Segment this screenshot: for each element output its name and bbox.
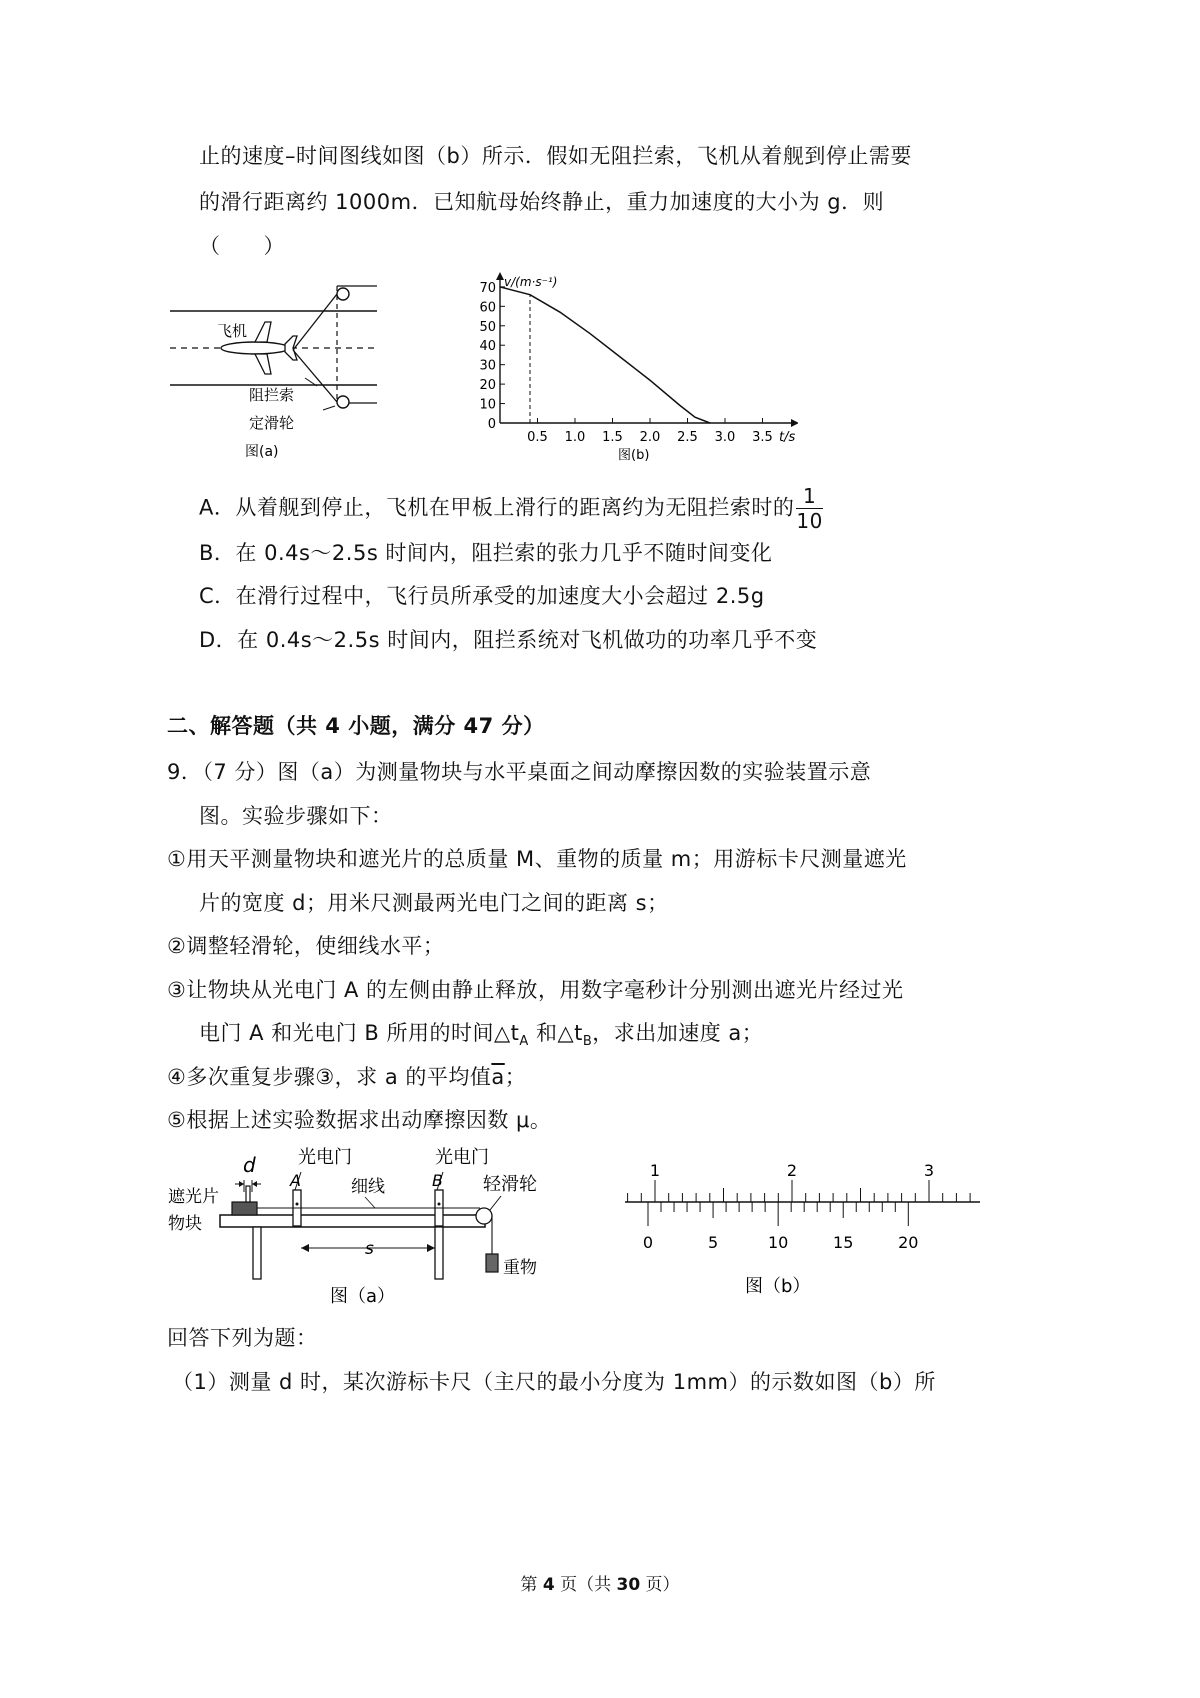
vernier-label: 0 [642,1233,654,1252]
q9-sub1: （1）测量 d 时，某次游标卡尺（主尺的最小分度为 1mm）的示数如图（b）所 [172,1370,936,1394]
section-heading: 二、解答题（共 4 小题，满分 47 分） [167,714,545,738]
y-tick-label: 70 [479,280,496,296]
main-scale-label: 2 [786,1161,798,1180]
page-total: 30 [616,1575,641,1595]
q8-option-b[interactable]: B．在 0.4s～2.5s 时间内，阻拦索的张力几乎不随时间变化 [199,541,773,565]
q8-text-line2: 的滑行距离约 1000m．已知航母始终静止，重力加速度的大小为 g．则 [199,190,885,214]
option-a-text: A．从着舰到停止，飞机在甲板上滑行的距离约为无阻拦索时的 [199,495,795,520]
q8-option-a[interactable] [199,484,823,533]
x-tick-label: 3.5 [752,430,773,445]
x-axis-arrow [791,419,798,427]
y-tick-label: 0 [487,417,496,432]
vernier-label: 10 [767,1233,789,1252]
q9-step5: ⑤根据上述实验数据求出动摩擦因数 μ。 [167,1108,552,1132]
shade-plate-icon [246,1186,250,1202]
y-tick-label: 10 [479,397,496,413]
pulley-label: 定滑轮 [249,414,295,432]
block-icon [232,1202,257,1215]
block-label: 物块 [168,1214,202,1234]
caption-b: 图(b) [618,448,650,463]
x-tick-label: 1.5 [602,430,623,445]
x-tick-label: 3.0 [714,430,736,445]
gate-a-letter: A [290,1171,301,1190]
d-label: d [243,1153,256,1177]
q9-figure-a-apparatus [165,1142,565,1312]
y-tick-label: 50 [479,319,496,335]
x-tick-label: 2.5 [677,430,698,445]
s-label: s [365,1239,374,1259]
q9-text-line2: 图。实验步骤如下： [199,804,393,828]
gate-label-a: 光电门 [298,1147,352,1168]
q9-step4: ④多次重复步骤③，求 a 的平均值$\overline{a}$； [167,1065,527,1089]
pulley-label-a: 轻滑轮 [483,1174,537,1195]
q9-figure-b-vernier [620,1150,990,1310]
pulley-icon [337,288,349,300]
main-scale-label: 1 [649,1161,661,1180]
x-tick-label: 1.0 [564,430,586,445]
q8-figure-a [165,278,385,468]
gate-b-letter: B [432,1171,443,1190]
caption-vernier: 图（b） [745,1276,811,1297]
q8-text-line1: 止的速度–时间图线如图（b）所示．假如无阻拦索，飞机从着舰到停止需要 [199,144,912,168]
vernier-label: 20 [898,1233,919,1252]
q9-step1-line1: ①用天平测量物块和遮光片的总质量 M、重物的质量 m；用游标卡尺测量遮光 [167,847,907,871]
page-footer: 第 4 页（共 30 页） [520,1575,680,1595]
caption-apparatus: 图（a） [330,1286,396,1307]
gate-label-b: 光电门 [435,1147,489,1168]
q8-answer-blank: （ ） [199,234,285,258]
fraction-one-tenth: $\frac{1}{10}$ [796,484,823,533]
shade-label: 遮光片 [168,1187,219,1207]
q9-text-line1: 9．（7 分）图（a）为测量物块与水平桌面之间动摩擦因数的实验装置示意 [167,760,872,784]
answer-intro: 回答下列为题： [167,1326,318,1350]
y-tick-label: 60 [479,300,496,316]
x-axis-label: t/s [779,430,796,445]
vernier-label: 15 [833,1233,854,1252]
q8-option-d[interactable]: D．在 0.4s～2.5s 时间内，阻拦系统对飞机做功的功率几乎不变 [199,628,818,652]
caption-a: 图(a) [245,444,279,460]
light-pulley-icon [476,1208,492,1224]
page-number: 4 [542,1575,555,1595]
q9-step1-line2: 片的宽度 d；用米尺测最两光电门之间的距离 s； [199,891,669,915]
y-axis-arrow [496,272,504,280]
a-bar: $\overline{a}$ [491,1065,505,1089]
y-tick-label: 20 [479,378,496,394]
weight-label: 重物 [503,1258,537,1278]
q9-step3-line1: ③让物块从光电门 A 的左侧由静止释放，用数字毫秒计分别测出遮光片经过光 [167,978,904,1002]
main-scale-label: 3 [923,1161,935,1180]
velocity-curve [500,287,710,423]
y-tick-label: 30 [479,358,496,374]
pulley-icon [337,396,349,408]
y-axis-label: v/(m·s⁻¹) [504,275,558,289]
q8-figure-b-chart [468,268,798,468]
q8-option-c[interactable]: C．在滑行过程中，飞行员所承受的加速度大小会超过 2.5g [199,584,765,608]
vernier-label: 5 [707,1233,719,1252]
x-tick-label: 2.0 [639,430,661,445]
plane-label: 飞机 [217,322,248,340]
cable-label: 阻拦索 [249,386,295,404]
y-tick-label: 40 [479,339,496,355]
weight-icon [486,1254,498,1272]
q9-step3-line2: 电门 A 和光电门 B 所用的时间$\triangle t_A$ 和$\triangle t_B$，求出加速度 a； [199,1021,764,1050]
q9-step2: ②调整轻滑轮，使细线水平； [167,934,445,958]
x-tick-label: 0.5 [527,430,548,445]
string-label: 细线 [351,1177,385,1197]
